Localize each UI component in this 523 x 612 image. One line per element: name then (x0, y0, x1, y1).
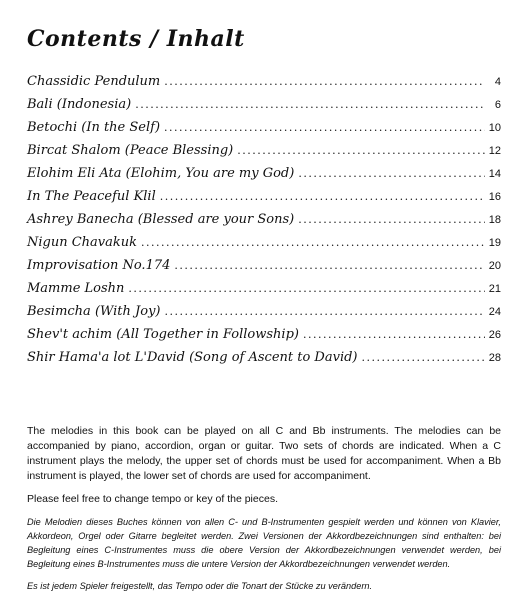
toc-leader-dots (135, 98, 485, 111)
toc-entry-page: 21 (488, 283, 501, 295)
toc-entry-title: Betochi (In the Self) (27, 120, 161, 135)
toc-entry[interactable] (27, 235, 501, 258)
page-title: Contents / Inhalt (27, 26, 245, 52)
toc-entry-title: Bali (Indonesia) (27, 97, 132, 112)
toc-leader-dots (174, 259, 484, 272)
toc-entry[interactable] (27, 97, 501, 120)
note-english-instruments: The melodies in this book can be played on all C and Bb instruments. The melodies can be accompanied by piano, accordion, organ or guitar. Two sets of chords are indicated. When a C instrument plays the melody, the upper set of chords must be used for accompaniment. When a Bb instrument is played, the lower set of chords are used for accompaniment. (27, 425, 501, 482)
toc-entry-title: Chassidic Pendulum (27, 74, 161, 89)
toc-entry[interactable] (27, 143, 501, 166)
toc-entry-page: 19 (488, 237, 501, 249)
toc-leader-dots (362, 351, 485, 364)
toc-entry-page: 18 (488, 214, 501, 226)
toc-entry-title: Improvisation No.174 (27, 258, 171, 273)
toc-leader-dots (298, 213, 485, 226)
toc-entry-page: 26 (488, 329, 501, 341)
toc-entry[interactable] (27, 189, 501, 212)
toc-entry-title: Shev't achim (All Together in Followship) (27, 327, 299, 342)
toc-entry-title: In The Peaceful Klil (27, 189, 156, 204)
toc-entry-title: Mamme Loshn (27, 281, 125, 296)
toc-entry-title: Bircat Shalom (Peace Blessing) (27, 143, 234, 158)
toc-entry[interactable] (27, 350, 501, 373)
toc-entry-page: 12 (488, 145, 501, 157)
toc-entry[interactable] (27, 258, 501, 281)
toc-entry-title: Ashrey Banecha (Blessed are your Sons) (27, 212, 295, 227)
toc-leader-dots (298, 167, 484, 180)
toc-entry[interactable] (27, 74, 501, 97)
toc-leader-dots (128, 282, 484, 295)
instrument-notes (27, 424, 501, 601)
toc-entry-page: 14 (488, 168, 501, 180)
toc-entry-page: 4 (494, 76, 501, 88)
toc-entry[interactable] (27, 304, 501, 327)
toc-entry-title: Besimcha (With Joy) (27, 304, 161, 319)
toc-entry-page: 24 (488, 306, 501, 318)
toc-leader-dots (237, 144, 485, 157)
table-of-contents (27, 74, 501, 373)
toc-entry-page: 28 (488, 352, 501, 364)
toc-leader-dots (164, 121, 485, 134)
toc-entry-page: 20 (488, 260, 501, 272)
toc-entry[interactable] (27, 327, 501, 350)
toc-entry[interactable] (27, 120, 501, 143)
toc-entry[interactable] (27, 212, 501, 235)
toc-entry-page: 10 (488, 122, 501, 134)
toc-leader-dots (303, 328, 485, 341)
toc-entry[interactable] (27, 166, 501, 189)
toc-entry-title: Shir Hama'a lot L'David (Song of Ascent to David) (27, 350, 358, 365)
note-german-instruments: Die Melodien dieses Buches können von allen C- und B-Instrumenten gespielt werden und können von Klavier, Akkordeon, Orgel oder Gitarre begleitet werden. Zwei Versionen der Akkordbezeichnungen sind enthalten: bei Begleitung eines C-Instrumentes muss die obere Version der Akkordbezeichnungen verwendet werden, bei Begleitung eines B-Instrumentes muss die untere Version der Akkordbezeichnungen verwendet werden. (27, 517, 501, 569)
toc-entry-title: Elohim Eli Ata (Elohim, You are my God) (27, 166, 295, 181)
toc-leader-dots (165, 305, 485, 318)
toc-entry-title: Nigun Chavakuk (27, 235, 138, 250)
toc-entry[interactable] (27, 281, 501, 304)
toc-entry-page: 6 (494, 99, 501, 111)
toc-leader-dots (164, 75, 485, 88)
toc-entry-page: 16 (488, 191, 501, 203)
toc-leader-dots (160, 190, 485, 203)
toc-leader-dots (141, 236, 485, 249)
note-german-tempo: Es ist jedem Spieler freigestellt, das Tempo oder die Tonart der Stücke zu verändern. (27, 581, 373, 591)
note-english-tempo: Please feel free to change tempo or key of the pieces. (27, 493, 278, 505)
